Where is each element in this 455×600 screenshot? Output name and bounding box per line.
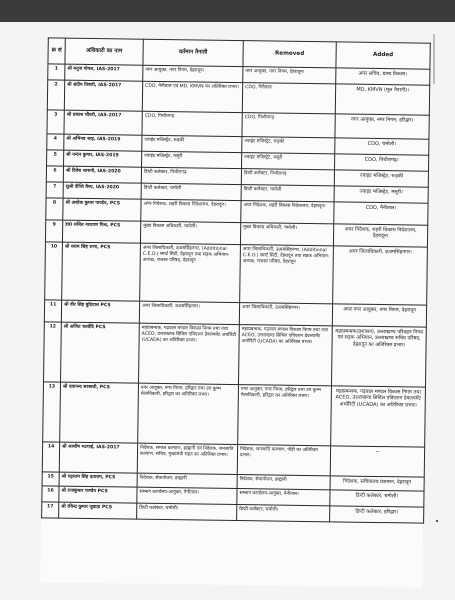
serial-cell: 7 (46, 182, 63, 198)
removed-cell: ज्वाइंट मजिस्ट्रेट, रूड़की (242, 137, 335, 154)
removed-cell: ज्वाइंट मजिस्ट्रेट, मसूरी (242, 153, 335, 170)
added-cell: अपर जिलाधिकारी, ऊधमसिंहनगर। (333, 246, 428, 305)
header-officer-name: अधिकारी का नाम (65, 38, 143, 65)
officer-name-cell: श्री दिवेश शाशनी, IAS-2020 (63, 166, 141, 183)
removed-cell: अपर जिलाधिकारी, ऊधमसिंहनगर। (239, 303, 332, 326)
added-cell: निदेशक, सचिवालय प्रशासन, देहरादून (330, 476, 424, 491)
officer-name-cell: श्री दयानन्द सरस्वती, PCS (60, 382, 139, 443)
added-cell: ज्वाइंट मजिस्ट्रेट, मसूरी। (334, 186, 428, 203)
transfer-table (41, 37, 431, 523)
serial-cell: 8 (46, 198, 63, 220)
right-edge-mark (433, 34, 435, 84)
added-cell: CDO, चमोली। (335, 138, 429, 155)
removed-cell: CDO, पिथौरागढ़ (242, 113, 335, 138)
removed-cell: महाप्रबन्धक, गढ़वाल मण्डल विकास निगम तथा तथा ACEO, उत्तराखण्ड सिविल एविएशन डेवलपमेंट अथॉरिटी (UCADA) का अतिरिक्त प्रभार। (238, 325, 332, 386)
officer-name-cell: श्री संदीप तिवारी, IAS-2017 (64, 80, 142, 111)
speck-mark (436, 520, 438, 522)
current-posting-cell: निदेशक, सेवायोजन, हल्द्वानी (137, 473, 237, 488)
added-cell: महाप्रबन्धक, गढ़वाल मण्डल विकास निगम तथा ACEO, उत्तराखण्ड सिविल एविएशन डेवलपमेंट अथॉरिटी (UCADA) का अतिरिक्त प्रभार। (331, 386, 426, 447)
serial-cell: 5 (47, 150, 64, 166)
officer-name-cell: श्री प्रकाश चौधरी, IAS-2017 (64, 110, 142, 135)
added-cell: नगर आयुक्त, नगर निगम, हरिद्वार। (335, 114, 429, 139)
added-cell: MD, KMVN (मूल तैनाती)। (335, 84, 429, 115)
table-row (44, 322, 427, 387)
added-cell: डिप्टी कलेक्टर, चमोली। (330, 490, 424, 507)
current-posting-cell: CDO, नैनीताल एवं MD, KMVN का अतिरिक्त प्रभार। (142, 81, 242, 112)
current-posting-cell: अपर निदेशक, शहरी विकास निदेशालय, देहरादून। (141, 199, 241, 222)
serial-cell: 14 (42, 442, 59, 472)
table-row (43, 382, 426, 447)
removed-cell: डिप्टी कलेक्टर, चमोली (241, 185, 334, 202)
removed-cell: डिप्टी कलेक्टर, पिथौरागढ़ (241, 169, 334, 186)
officer-name-cell: श्री राजकुमार पाण्डेय PCS (59, 486, 137, 503)
serial-cell: 16 (42, 486, 59, 502)
current-posting-cell: अपर जिलाधिकारी, ऊधमसिंहनगर, (Additional C.E.O.) स्मार्ट सिटी, देहरादून तथा सड़क अभियान-अध्यक्ष, राजस्व परिषद, देहरादून (140, 243, 241, 302)
header-added: Added (336, 42, 430, 69)
current-posting-cell: निदेशक, समाज कल्याण, हल्द्वानी एवं निदेशक, जनजाति कल्याण, सचिव, मुख्यमंत्री राहत का अतिरिक्त प्रभार। (137, 443, 237, 474)
added-cell: अपर सचिव, ग्राम्य विकास। (336, 68, 430, 85)
removed-cell: सम्भाग कार्यालय-आयुक्त, नैनीताल। (237, 489, 330, 506)
officer-name-cell: श्री अभिनव शाह, IAS-2019 (64, 134, 142, 151)
added-cell: महाप्रबन्धक(प्रशासन), उत्तराखण्ड परिवहन निगम एवं सड़क अभियान, उत्तराखण्ड सचिव परिषद, देहरादून का अतिरिक्त प्रभार। (331, 326, 426, 387)
serial-cell: 6 (46, 166, 63, 182)
officer-name-cell: श्री अशोक कुमार पाण्डेय, PCS (63, 198, 141, 221)
serial-cell: 4 (47, 134, 64, 150)
officer-name-cell: श्री रविन्द्र कुमार जुवाठा PCS (59, 502, 137, 519)
officer-name-cell: श्री श्याम सिंह राणा, PCS (62, 242, 141, 301)
serial-cell: 3 (47, 110, 64, 134)
serial-cell: 15 (42, 472, 59, 486)
officer-name-cell: सुश्री दीप्ति वैश्य, IAS-2020 (63, 182, 141, 199)
serial-cell: 2 (47, 80, 64, 110)
removed-cell: नगर आयुक्त, नगर निगम, देहरादून। (243, 67, 336, 84)
added-cell: अपर नगर आयुक्त, नगर निगम, देहरादून (332, 304, 426, 327)
added-cell: CDO, नैनीताल। (334, 202, 428, 225)
current-posting-cell: डिप्टी कलेक्टर, चमोली (141, 183, 241, 200)
current-posting-cell: डिप्टी कलेक्टर, पिथौरागढ़ (141, 167, 241, 184)
serial-cell: 1 (48, 64, 65, 80)
serial-cell: 11 (44, 300, 61, 322)
serial-cell: 17 (42, 502, 59, 518)
removed-cell: नगर आयुक्त, नगर निगम, हरिद्वार तथा उप कुम्भ मेलाधिकारी, हरिद्वार का अतिरिक्त प्रभार। (238, 385, 332, 446)
current-posting-cell: नगर आयुक्त, नगर निगम, देहरादून। (143, 65, 243, 82)
current-posting-cell: महाप्रबन्धक, गढ़वाल मण्डल विकास निगम तथा तथा ACEO, उत्तराखण्ड सिविल एविएशन डेवलपमेंट अथॉरिटी (UCADA) का अतिरिक्त प्रभार। (139, 323, 240, 384)
added-cell: अपर निदेशक, शहरी विकास निदेशालय, देहरादून। (333, 224, 427, 247)
removed-cell: अपर जिलाधिकारी, ऊधमसिंहनगर, (Additional C.E.O.) स्मार्ट सिटी, देहरादून तथा सड़क अभियान-अध्यक्ष, राजस्व परिषद, देहरादून (240, 245, 334, 304)
viewer-top-bar (0, 0, 455, 22)
serial-cell: 9 (45, 220, 62, 242)
removed-cell: निदेशक, सेवायोजन, हल्द्वानी (237, 475, 330, 490)
officer-name-cell: श्री अजित चतर्वेदि PCS (61, 322, 140, 383)
current-posting-cell: ज्वाइंट मजिस्ट्रेट, मसूरी (142, 151, 242, 168)
officer-name-cell: श्री आशीष भटगाई, IAS-2017 (59, 442, 137, 473)
serial-cell: 12 (44, 322, 62, 382)
removed-cell: निदेशक, जनजाति कल्याण, पौड़ी का अतिरिक्त प्रभार। (237, 445, 330, 476)
officer-name-cell: श्री गढ़ाराम सिंह दताराम, PCS (59, 472, 137, 487)
current-posting-cell: अपर जिलाधिकारी, ऊधमसिंहनगर। (139, 301, 239, 324)
added-cell: -- (330, 446, 424, 477)
current-posting-cell: सम्भाग कार्यालय-आयुक्त, नैनीताल। (137, 487, 237, 504)
removed-cell: अपर निदेशक, शहरी विकास निदेशालय, देहरादून। (241, 201, 334, 224)
current-posting-cell: डिप्टी कलेक्टर, चमोली। (137, 503, 237, 520)
added-cell: CDO, पिथौरागढ़। (335, 154, 429, 171)
serial-cell: 13 (43, 382, 61, 442)
officer-name-cell: श्री नन्दन कुमार, IAS-2019 (64, 150, 142, 167)
officer-name-cell: डा0 ललित नारायण मिश्र, PCS (62, 220, 140, 243)
current-posting-cell: ज्वाइंट मजिस्ट्रेट, रूड़की (142, 135, 242, 152)
officer-name-cell: श्री मनुज गोयल, IAS-2017 (65, 64, 143, 81)
added-cell: ज्वाइंट मजिस्ट्रेट, रूड़की (334, 170, 428, 187)
current-posting-cell: नगर आयुक्त, नगर निगम, हरिद्वार तथा उप कुम्भ मेलाधिकारी, हरिद्वार का अतिरिक्त प्रभार। (138, 383, 239, 444)
officer-name-cell: श्री वीर सिंह बुदियाल PCS (61, 300, 139, 323)
document-page (40, 37, 430, 587)
header-current-posting: वर्तमान तैनाती (143, 39, 243, 66)
header-removed: Removed (243, 41, 336, 68)
current-posting-cell: मुख्य विकास अधिकारी, चमोली। (140, 221, 240, 244)
removed-cell: डिप्टी कलेक्टर, चमोली। (237, 505, 330, 522)
current-posting-cell: CDO, पिथौरागढ़ (142, 111, 242, 136)
header-serial: क्र सं (48, 38, 65, 64)
removed-cell: मुख्य विकास अधिकारी, चमोली। (240, 223, 333, 246)
table-row (45, 242, 428, 305)
removed-cell: CDO, नैनीताल (242, 83, 335, 114)
serial-cell: 10 (45, 242, 63, 300)
added-cell: डिप्टी कलेक्टर, हरिद्वार। (330, 506, 424, 523)
